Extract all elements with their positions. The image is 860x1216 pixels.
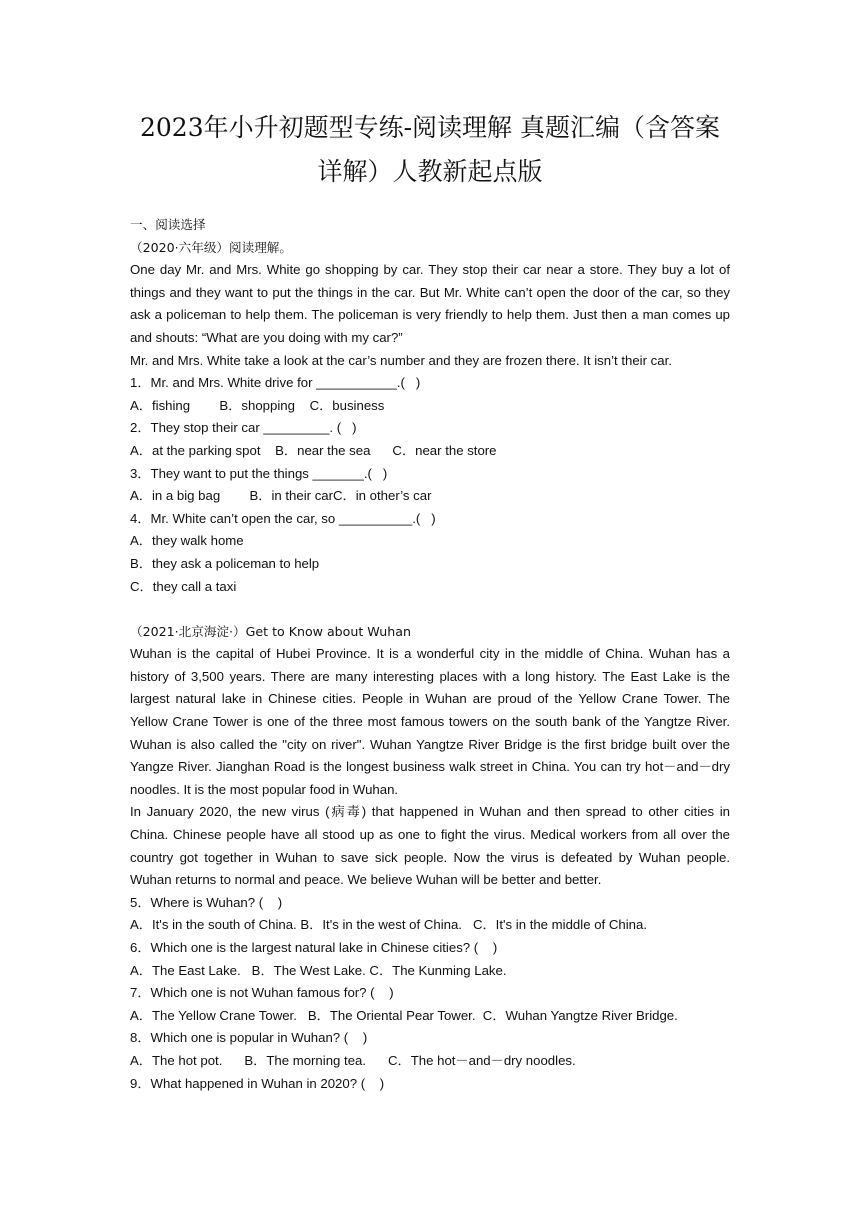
question-line: 4．Mr. White can’t open the car, so __________.( ) bbox=[130, 510, 436, 526]
passage2-text-1: Wuhan is the capital of Hubei Province. It is a wonderful city in the middle of China. Wuhan has a history of 3,500 years. There are many interesting places with a long history. The East Lake is the largest natural lake in Chinese cities. People in Wuhan are proud of the Yellow Crane Tower. The Yellow Crane Tower is one of the three most famous towers on the south bank of the Yangtze River. Wuhan is also called the "city on river". Wuhan Yangtze River Bridge is the first bridge built over the Yangze River. Jianghan Road is the longest business walk street in China. You can try hot－and－dry noodles. It is the most popular food in Wuhan. bbox=[130, 646, 730, 797]
question-line: 2．They stop their car _________. ( ) bbox=[130, 420, 357, 436]
options-line: A．The Yellow Crane Tower. B．The Oriental Pear Tower. C．Wuhan Yangtze River Bridge. bbox=[130, 1007, 678, 1023]
passage1-text-2: Mr. and Mrs. White take a look at the car’s number and they are frozen there. It isn’t their car. bbox=[130, 352, 672, 368]
options-line: A．they walk home bbox=[130, 533, 244, 549]
title-line-2: 详解）人教新起点版 bbox=[317, 157, 543, 186]
document-body bbox=[130, 214, 730, 1095]
passage2-source: （2021·北京海淀·）Get to Know about Wuhan bbox=[130, 623, 411, 639]
question-line: 3．They want to put the things _______.( ) bbox=[130, 465, 388, 481]
options-line: A．at the parking spot B．near the sea C．near the store bbox=[130, 442, 497, 458]
question-line: 9．What happened in Wuhan in 2020? ( ) bbox=[130, 1075, 385, 1091]
question-line: 1．Mr. and Mrs. White drive for ___________.( ) bbox=[130, 375, 421, 391]
title-line-1: 2023年小升初题型专练-阅读理解 真题汇编（含答案 bbox=[139, 113, 721, 142]
options-line: C．they call a taxi bbox=[130, 578, 237, 594]
options-line: A．The East Lake. B．The West Lake. C．The Kunming Lake. bbox=[130, 962, 507, 978]
paragraph-gap bbox=[130, 598, 730, 621]
options-line: A．fishing B．shopping C．business bbox=[130, 397, 385, 413]
question-line: 5．Where is Wuhan? ( ) bbox=[130, 894, 283, 910]
options-line: A．in a big bag B．in their carC．in other’s car bbox=[130, 488, 432, 504]
question-line: 8．Which one is popular in Wuhan? ( ) bbox=[130, 1030, 368, 1046]
options-line: A．It's in the south of China. B．It's in the west of China. C．It's in the middle of China. bbox=[130, 917, 647, 933]
question-line: 6．Which one is the largest natural lake in Chinese cities? ( ) bbox=[130, 940, 498, 955]
options-line: A．The hot pot. B．The morning tea. C．The hot－and－dry noodles. bbox=[130, 1052, 576, 1068]
passage2-text-2: In January 2020, the new virus (病毒) that happened in Wuhan and then spread to other cities in China. Chinese people have all stood up as one to fight the virus. Medical workers from all over the country got together in Wuhan to save sick people. Now the virus is defeated by Wuhan people. Wuhan returns to normal and peace. We believe Wuhan will be better and better. bbox=[130, 804, 730, 888]
question-line: 7．Which one is not Wuhan famous for? ( ) bbox=[130, 985, 394, 1001]
passage1-source: （2020·六年级）阅读理解。 bbox=[130, 239, 292, 255]
document-title bbox=[128, 106, 732, 194]
options-line: B．they ask a policeman to help bbox=[130, 555, 320, 571]
passage1-text-1: One day Mr. and Mrs. White go shopping by car. They stop their car near a store. They buy a lot of things and they want to put the things in the car. But Mr. White can’t open the door of the car, so they ask a policeman to help them. The policeman is very friendly to help them. Just then a man comes up and shouts: “What are you doing with my car?” bbox=[130, 262, 730, 345]
section-heading: 一、阅读选择 bbox=[130, 217, 206, 232]
